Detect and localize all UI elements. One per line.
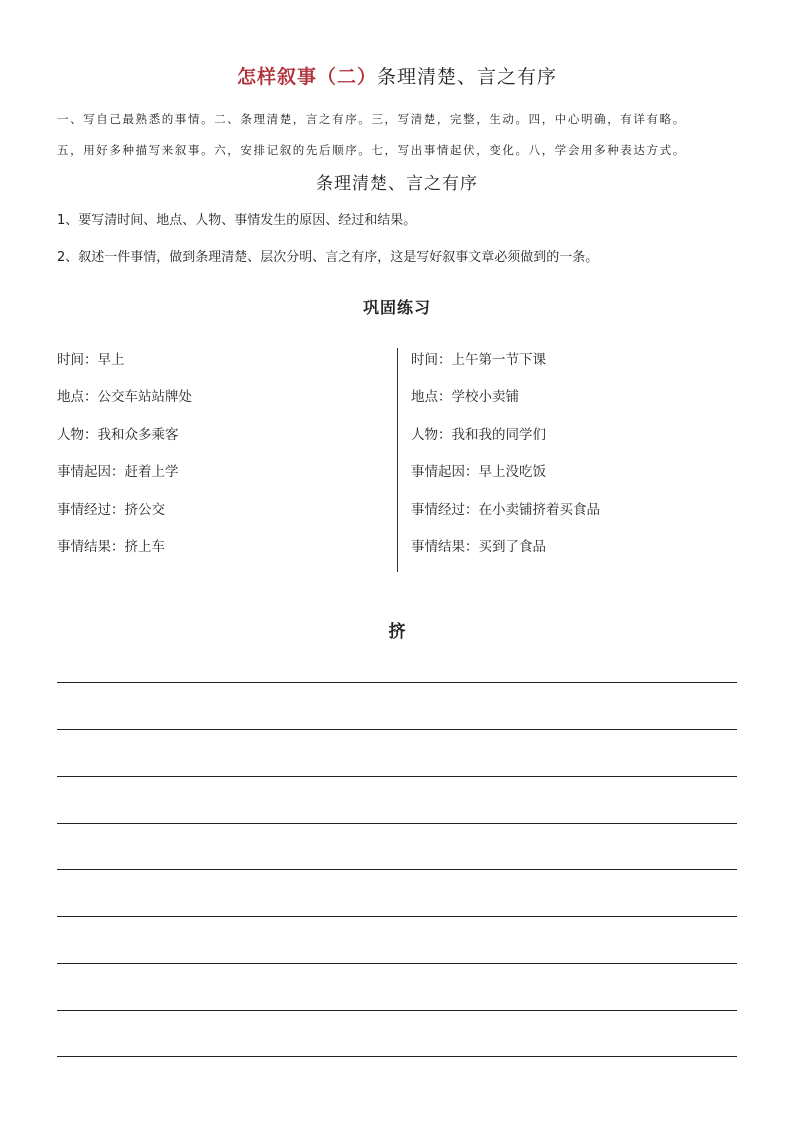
right-cause: 事情起因：早上没吃饭 (411, 464, 546, 481)
writing-line[interactable] (57, 1010, 737, 1011)
left-place: 地点：公交车站站牌处 (57, 389, 192, 406)
title-red-part: 怎样叙事（二） (236, 66, 377, 88)
title-black-part: 条理清楚、言之有序 (377, 66, 558, 88)
writing-line[interactable] (57, 869, 737, 870)
point-2: 2、叙述一件事情，做到条理清楚、层次分明、言之有序，这是写好叙事文章必须做到的一条。 (57, 250, 599, 265)
section-subtitle: 条理清楚、言之有序 (316, 174, 478, 194)
right-time: 时间：上午第一节下课 (411, 352, 546, 368)
right-result: 事情结果：买到了食品 (411, 538, 546, 555)
intro-line-1: 一、写自己最熟悉的事情。二、条理清楚，言之有序。三，写清楚，完整，生动。四，中心明确，有详有略。 (57, 112, 686, 126)
writing-line[interactable] (57, 823, 737, 824)
left-cause: 事情起因：赶着上学 (57, 464, 179, 481)
left-people: 人物：我和众多乘客 (57, 426, 179, 443)
writing-line[interactable] (57, 776, 737, 777)
left-column (57, 350, 192, 574)
right-place: 地点：学校小卖铺 (411, 389, 519, 406)
writing-line[interactable] (57, 916, 737, 917)
page-title (0, 64, 794, 90)
left-process: 事情经过：挤公交 (57, 501, 165, 518)
practice-title: 巩固练习 (362, 298, 431, 317)
column-divider (397, 348, 398, 572)
point-1: 1、要写清时间、地点、人物、事情发生的原因、经过和结果。 (57, 213, 417, 228)
writing-line[interactable] (57, 729, 737, 730)
writing-line[interactable] (57, 1056, 737, 1057)
right-column (411, 350, 600, 574)
writing-line[interactable] (57, 963, 737, 964)
left-result: 事情结果：挤上车 (57, 538, 165, 555)
writing-title: 挤 (388, 622, 406, 642)
left-time: 时间：早上 (57, 352, 125, 368)
right-people: 人物：我和我的同学们 (411, 426, 546, 443)
right-process: 事情经过：在小卖铺挤着买食品 (411, 501, 600, 518)
intro-line-2: 五，用好多种描写来叙事。六，安排记叙的先后顺序。七，写出事情起伏，变化。八，学会用多种表达方式。 (57, 143, 686, 157)
writing-line[interactable] (57, 682, 737, 683)
